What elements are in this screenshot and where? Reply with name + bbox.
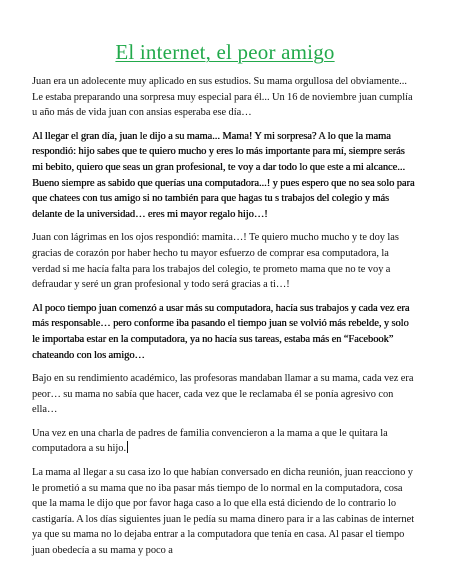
paragraph-7[interactable]: La mama al llegar a su casa izo lo que habían conversado en dicha reunión, juan reacciono y le prometió a su mama que no iba pasar más tiempo de lo normal en la computadora, cosa que la mama le dijo que por favor haga caso a lo que ella está diciendo de lo contrario lo castigaría. A los días siguientes juan le pedía su mama dinero para ir a las cabinas de internet ya que su mama no lo dejaba entrar a la computadora que tenía en casa. Al pasar el tiempo juan obedecía a su mama y poco a: [32, 467, 415, 557]
paragraph-1[interactable]: Juan era un adolecente muy aplicado en sus estudios. Su mama orgullosa del obviamente... Le estaba preparando una sorpresa muy especial para él... Un 16 de noviembre juan cumplía u año más de vida juan con ansias esperaba ese día…: [32, 76, 413, 119]
paragraph-2[interactable]: Al llegar el gran día, juan le dijo a su mama... Mama! Y mi sorpresa? A lo que la mama respondió: hijo sabes que te quiero mucho y eres lo más importante para mí, siempre serás mi bebito, quiero que seas un gran profesional, te voy a dar todo lo que este a mi alcance... Bueno siempre as sabido que querías una computadora...! y pues espero que no sea solo para que chatees con tus amigo si no también para que hagas tu s trabajos del colegio y más delante de la universidad… eres mi mayor regalo hijo…!: [32, 130, 415, 220]
paragraph-5[interactable]: Bajo en su rendimiento académico, las profesoras mandaban llamar a su mama, cada vez era peor… su mama no sabía que hacer, cada vez que le reclamaba él se ponía agresivo con ella…: [32, 373, 414, 416]
paragraph-3[interactable]: Juan con lágrimas en los ojos respondió: mamita…! Te quiero mucho mucho y te doy las gracias de corazón por haber hecho tu mayor esfuerzo de comprar esa computadora, la verdad si me hacía falta para los trabajos del colegio, te prometo mama que no te voy a defraudar y seré un gran profesional y todo será gracias a ti…!: [32, 232, 399, 291]
text-cursor: [127, 441, 128, 453]
document-title: El internet, el peor amigo: [115, 40, 335, 64]
paragraph-4[interactable]: Al poco tiempo juan comenzó a usar más su computadora, hacía sus trabajos y cada vez era más responsable… pero conforme iba pasando el tiempo juan se volvió más rebelde, y solo le importaba estar en la computadora, ya no hacía sus tareas, estaba más en “Facebook” chateando con los amigo…: [32, 302, 410, 361]
paragraph-6[interactable]: [32, 426, 418, 457]
paragraph-6-text: Una vez en una charla de padres de familia convencieron a la mama a que le quitara la computadora a su hijo.: [32, 427, 388, 455]
